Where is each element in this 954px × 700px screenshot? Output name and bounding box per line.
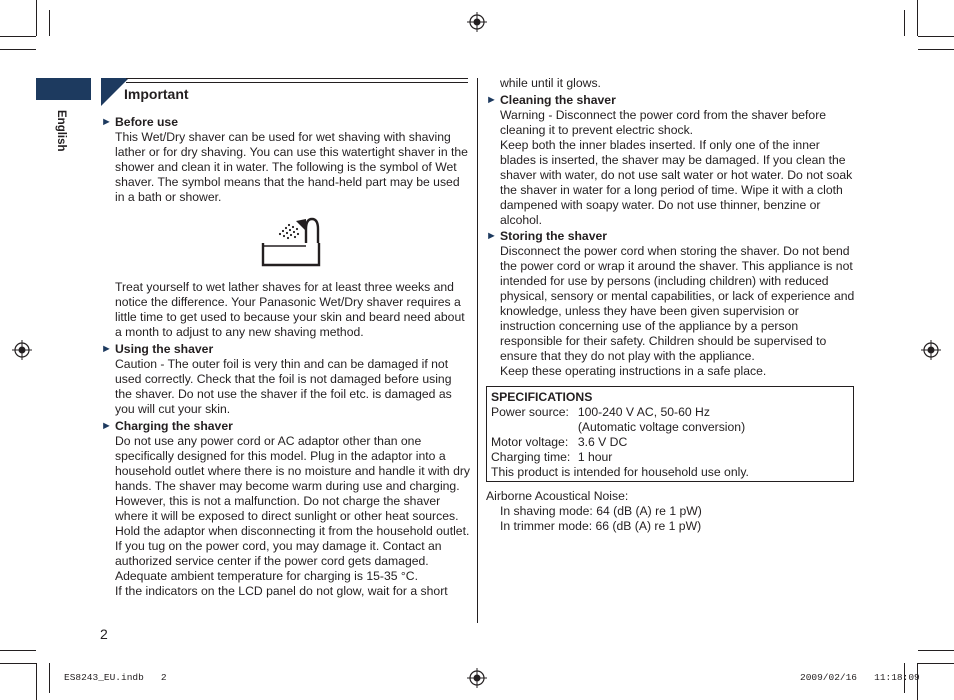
paragraph: Warning - Disconnect the power cord from the shaver before cleaning it to prevent electric shock. xyxy=(500,108,827,137)
triangle-right-icon: ► xyxy=(101,420,112,432)
spec-label: Motor voltage: xyxy=(491,435,569,449)
noise-shaving: In shaving mode: 64 (dB (A) re 1 pW) xyxy=(500,504,702,518)
heading-using: Using the shaver xyxy=(115,342,214,356)
column-divider xyxy=(477,78,478,623)
paragraph: This Wet/Dry shaver can be used for wet shaving with shaving lather or for dry shaving. You can use this watertight shaver in the shower and clean it in water. The following is the symbol of Wet shaver. The symbol means that the hand-held part may be used in a bath or shower. xyxy=(115,130,468,204)
before-use-text xyxy=(115,130,470,205)
crop-mark xyxy=(0,650,36,651)
crop-mark xyxy=(36,663,37,700)
shower-bath-icon xyxy=(260,215,322,269)
section-rule xyxy=(126,78,468,79)
paragraph: Treat yourself to wet lather shaves for at least three weeks and notice the difference. Your Panasonic Wet/Dry shaver requires a little time to get used to because your skin and beard need about a month to adjust to any new shaving method. xyxy=(115,280,465,339)
crop-mark xyxy=(917,0,918,36)
language-label: English xyxy=(55,110,67,152)
crop-mark xyxy=(904,10,905,36)
crop-mark xyxy=(918,650,954,651)
registration-mark-icon xyxy=(921,340,941,360)
spec-note: This product is intended for household use only. xyxy=(491,465,749,479)
charging-continued: while until it glows. xyxy=(500,76,601,90)
crop-mark xyxy=(36,0,37,36)
crop-mark xyxy=(918,49,954,50)
specifications-table xyxy=(491,405,749,480)
heading-storing: Storing the shaver xyxy=(500,229,608,243)
table-row xyxy=(491,435,749,450)
page-number: 2 xyxy=(100,626,108,642)
table-row xyxy=(491,465,749,480)
specifications-title: SPECIFICATIONS xyxy=(491,390,593,404)
footer-file: ES8243_EU.indb 2 xyxy=(64,672,167,683)
spec-value: 1 hour xyxy=(577,450,613,464)
paragraph: Disconnect the power cord when storing the shaver. Do not bend the power cord or wrap it around the shaver. This appliance is not intended for use by persons (including children) with reduced physical, sensory or mental capabilities, or lack of experience and knowledge, unless they have been given supervision or instruction concerning use of the appliance by a person responsible for their safety. Children should be supervised to ensure that they do not play with the appliance. xyxy=(500,244,855,363)
footer-datetime: 2009/02/16 11:18:09 xyxy=(800,672,920,683)
crop-mark xyxy=(0,663,36,664)
charging-text xyxy=(115,434,471,599)
table-row xyxy=(491,420,749,435)
table-row xyxy=(491,405,749,420)
triangle-right-icon: ► xyxy=(101,116,112,128)
noise-title: Airborne Acoustical Noise: xyxy=(486,489,629,503)
crop-mark xyxy=(49,10,50,36)
section-title: Important xyxy=(124,86,189,102)
paragraph: If the indicators on the LCD panel do not glow, wait for a short xyxy=(115,584,448,598)
section-rule xyxy=(126,82,468,83)
crop-mark xyxy=(918,36,954,37)
crop-mark xyxy=(49,663,50,693)
paragraph: Do not use any power cord or AC adaptor other than one specifically designed for this model. Plug in the adaptor into a household outlet where there is no moisture and handle it with dry hands. The shaver may become warm during use and charging. However, this is not a malfunction. Do not charge the shaver where it will be exposed to direct sunlight or other heat sources. Hold the adaptor when disconnecting it from the household outlet. If you tug on the power cord, you may damage it. Contact an authorized service center if the power cord gets damaged. xyxy=(115,434,471,568)
table-row xyxy=(491,450,749,465)
spec-label-empty xyxy=(491,420,578,435)
using-text xyxy=(115,357,470,417)
triangle-right-icon: ► xyxy=(486,94,497,106)
registration-mark-icon xyxy=(467,12,487,32)
specifications-box xyxy=(486,386,854,482)
crop-mark xyxy=(918,663,954,664)
spec-value: 100-240 V AC, 50-60 Hz xyxy=(577,405,710,419)
registration-mark-icon xyxy=(12,340,32,360)
spec-value: (Automatic voltage conversion) xyxy=(577,420,746,434)
storing-text xyxy=(500,244,856,379)
triangle-right-icon: ► xyxy=(101,343,112,355)
paragraph: Keep both the inner blades inserted. If only one of the inner blades is inserted, the shaver may be damaged. If you clean the shaver with water, do not use salt water or hot water. Do not soak the shaver in water for a long period of time. Wipe it with a cloth dampened with soapy water. Do not use thinner, benzine or alcohol. xyxy=(500,138,853,227)
triangle-right-icon: ► xyxy=(486,230,497,242)
cleaning-text xyxy=(500,108,856,228)
registration-mark-icon xyxy=(467,668,487,688)
heading-cleaning: Cleaning the shaver xyxy=(500,93,616,107)
crop-mark xyxy=(0,36,36,37)
paragraph: Adequate ambient temperature for charging is 15-35 °C. xyxy=(115,569,418,583)
spec-label: Charging time: xyxy=(491,450,571,464)
heading-charging: Charging the shaver xyxy=(115,419,233,433)
noise-trimmer: In trimmer mode: 66 (dB (A) re 1 pW) xyxy=(500,519,702,533)
heading-before-use: Before use xyxy=(115,115,178,129)
spec-label: Power source: xyxy=(491,405,569,419)
language-tab xyxy=(36,78,91,100)
before-use-text-2 xyxy=(115,280,470,340)
crop-mark xyxy=(0,49,36,50)
spec-value: 3.6 V DC xyxy=(577,435,628,449)
paragraph: Keep these operating instructions in a safe place. xyxy=(500,364,767,378)
paragraph: Caution - The outer foil is very thin and can be damaged if not used correctly. Check that the foil is not damaged before using the shaver. Do not use the shaver if the foil etc. is damaged as you will cut your skin. xyxy=(115,357,452,416)
